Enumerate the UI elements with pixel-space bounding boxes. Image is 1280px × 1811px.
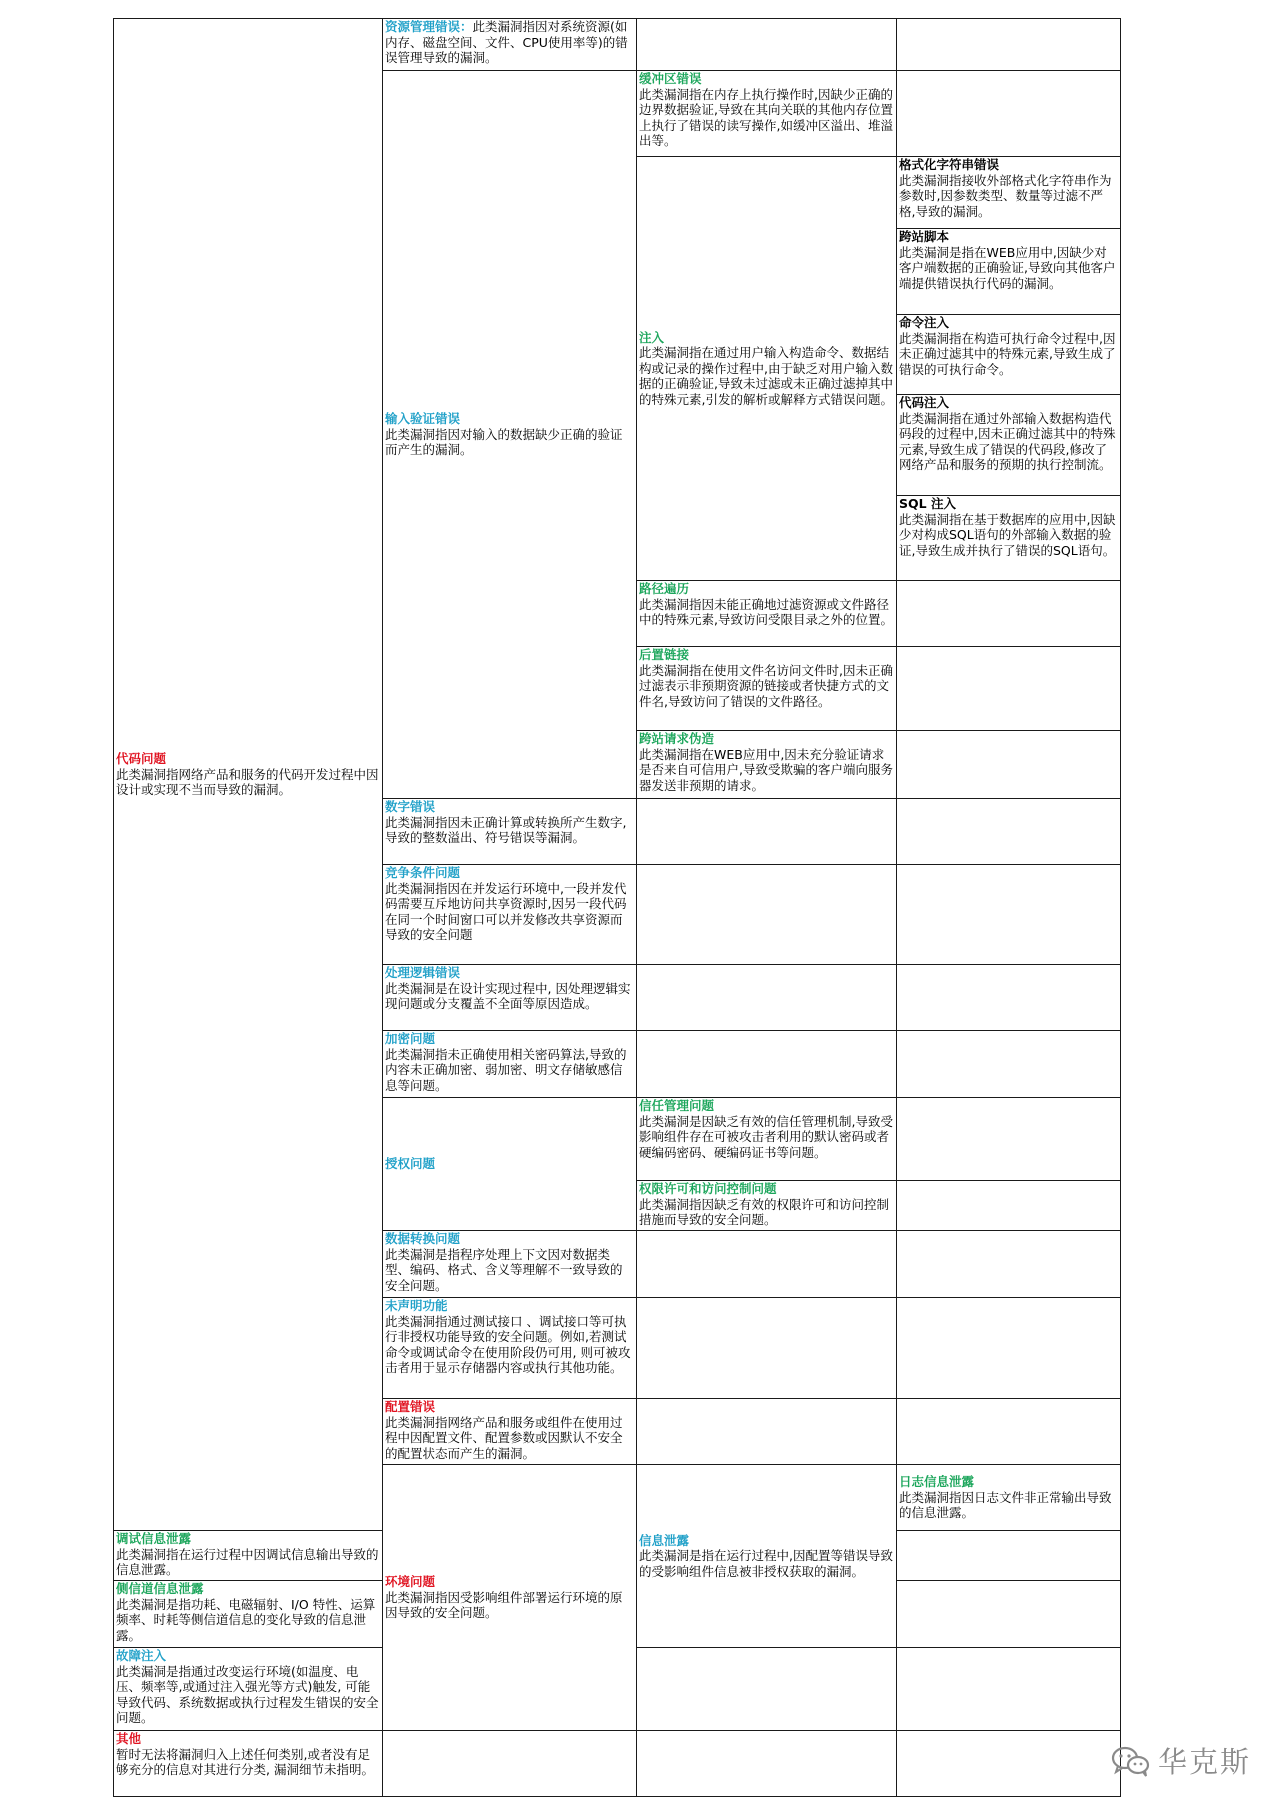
item-desc: 此类漏洞指因未能正确地过滤资源或文件路径中的特殊元素,导致访问受限目录之外的位置。 xyxy=(639,596,893,627)
empty-cell xyxy=(897,19,1121,71)
subcategory-title: 加密问题 xyxy=(385,1031,436,1046)
category-title: 配置错误 xyxy=(385,1399,436,1414)
item-csrf xyxy=(637,731,897,799)
subcategory-title: 信息泄露 xyxy=(639,1532,690,1548)
item-path-traversal xyxy=(637,581,897,647)
subcategory-info-leak xyxy=(637,1465,897,1648)
category-title: 环境问题 xyxy=(385,1574,436,1590)
empty-cell xyxy=(637,965,897,1031)
empty-cell xyxy=(637,1731,897,1797)
empty-cell xyxy=(897,799,1121,865)
category-desc: 此类漏洞指网络产品和服务的代码开发过程中因设计或实现不当而导致的漏洞。 xyxy=(116,766,379,798)
item-desc: 此类漏洞指在WEB应用中,因未充分验证请求是否来自可信用户,导致受欺骗的客户端向服务器发送非预期的请求。 xyxy=(639,746,893,793)
subcategory-desc: 此类漏洞指因对输入的数据缺少正确的验证而产生的漏洞。 xyxy=(385,426,623,458)
item-desc: 此类漏洞指在内存上执行操作时,因缺少正确的边界数据验证,导致在其向关联的其他内存位置上执行了错误的读写操作,如缓冲区溢出、堆溢出等。 xyxy=(639,86,893,148)
leaf-code-injection xyxy=(897,395,1121,496)
empty-cell xyxy=(897,647,1121,731)
item-title: 注入 xyxy=(639,329,665,345)
subcategory-title: 资源管理错误： xyxy=(385,19,473,34)
subcategory-data-conv xyxy=(383,1231,637,1298)
empty-cell xyxy=(637,19,897,71)
leaf-title: SQL 注入 xyxy=(899,496,956,511)
leaf-sql-injection xyxy=(897,496,1121,581)
leaf-format-string xyxy=(897,157,1121,229)
category-title: 其他 xyxy=(116,1731,142,1746)
subcategory-input-validation xyxy=(383,71,637,799)
subcategory-title: 授权问题 xyxy=(385,1156,436,1172)
subcategory-desc: 此类漏洞是指通过改变运行环境(如温度、电压、频率等,或通过注入强光等方式)触发, 可能导致代码、系统数据或执行过程发生错误的安全问题。 xyxy=(116,1663,379,1725)
item-desc: 此类漏洞指因缺乏有效的权限许可和访问控制措施而导致的安全问题。 xyxy=(639,1196,890,1227)
category-desc: 此类漏洞指因受影响组件部署运行环境的原因导致的安全问题。 xyxy=(385,1589,623,1621)
empty-cell xyxy=(897,1231,1121,1298)
category-config xyxy=(383,1399,637,1465)
subcategory-desc: 此类漏洞指因未正确计算或转换所产生数字,导致的整数溢出、符号错误等漏洞。 xyxy=(385,814,627,845)
empty-cell xyxy=(897,1298,1121,1399)
item-title: 信任管理问题 xyxy=(639,1098,715,1113)
category-title: 代码问题 xyxy=(116,751,167,767)
subcategory-resource-mgmt xyxy=(383,19,637,71)
item-desc: 此类漏洞是因缺乏有效的信任管理机制,导致受影响组件存在可被攻击者利用的默认密码或者硬编码密码、硬编码证书等问题。 xyxy=(639,1113,893,1160)
item-title: 路径遍历 xyxy=(639,581,690,596)
leaf-xss xyxy=(897,229,1121,315)
item-link-following xyxy=(637,647,897,731)
empty-cell xyxy=(637,1031,897,1098)
subcategory-title: 数字错误 xyxy=(385,799,436,814)
category-code-problem xyxy=(114,19,383,1531)
empty-cell xyxy=(897,965,1121,1031)
item-title: 后置链接 xyxy=(639,647,690,662)
empty-cell xyxy=(897,1181,1121,1231)
empty-cell xyxy=(637,865,897,965)
item-title: 调试信息泄露 xyxy=(116,1531,192,1546)
item-title: 日志信息泄露 xyxy=(899,1474,975,1490)
watermark-text: 华克斯 xyxy=(1158,1745,1252,1779)
empty-cell xyxy=(897,1648,1121,1731)
empty-cell xyxy=(897,731,1121,799)
subcategory-desc: 此类漏洞指未正确使用相关密码算法,导致的内容未正确加密、弱加密、明文存储敏感信息等问题。 xyxy=(385,1046,627,1093)
subcategory-undeclared xyxy=(383,1298,637,1399)
subcategory-title: 数据转换问题 xyxy=(385,1231,461,1246)
leaf-title: 跨站脚本 xyxy=(899,229,950,244)
item-title: 权限许可和访问控制问题 xyxy=(639,1181,777,1196)
empty-cell xyxy=(897,1031,1121,1098)
category-desc: 暂时无法将漏洞归入上述任何类别,或者没有足够充分的信息对其进行分类, 漏洞细节未指明。 xyxy=(116,1746,374,1777)
item-log-leak xyxy=(897,1465,1121,1531)
watermark xyxy=(1110,1740,1251,1781)
item-desc: 此类漏洞指在运行过程中因调试信息输出导致的信息泄露。 xyxy=(116,1546,379,1577)
empty-cell xyxy=(897,1399,1121,1465)
item-buffer-error xyxy=(637,71,897,157)
subcategory-authz xyxy=(383,1098,637,1231)
empty-cell xyxy=(897,71,1121,157)
item-desc: 此类漏洞指因日志文件非正常输出导致的信息泄露。 xyxy=(899,1489,1112,1521)
empty-cell xyxy=(637,799,897,865)
leaf-desc: 此类漏洞指接收外部格式化字符串作为参数时,因参数类型、数量等过滤不严格,导致的漏洞。 xyxy=(899,172,1112,219)
subcategory-numeric xyxy=(383,799,637,865)
subcategory-desc: 此类漏洞是指程序处理上下文因对数据类型、编码、格式、含义等理解不一致导致的安全问题。 xyxy=(385,1246,623,1293)
item-desc: 此类漏洞指在使用文件名访问文件时,因未正确过滤表示非预期资源的链接或者快捷方式的文件名,导致访问了错误的文件路径。 xyxy=(639,662,893,709)
category-env xyxy=(383,1465,637,1731)
subcategory-title: 故障注入 xyxy=(116,1648,167,1663)
subcategory-logic xyxy=(383,965,637,1031)
empty-cell xyxy=(637,1231,897,1298)
empty-cell xyxy=(637,1648,897,1731)
empty-cell xyxy=(897,1731,1121,1797)
subcategory-desc: 此类漏洞是指在运行过程中,因配置等错误导致的受影响组件信息被非授权获取的漏洞。 xyxy=(639,1548,893,1579)
leaf-title: 格式化字符串错误 xyxy=(899,157,1000,172)
item-desc: 此类漏洞指在通过用户输入构造命令、数据结构或记录的操作过程中,由于缺乏对用户输入数据的正确验证,导致未过滤或未正确过滤掉其中的特殊元素,引发的解析或解释方式错误问题。 xyxy=(639,345,893,407)
subcategory-crypto xyxy=(383,1031,637,1098)
item-perm xyxy=(637,1181,897,1231)
item-debug-leak xyxy=(114,1531,383,1581)
item-desc: 此类漏洞是指功耗、电磁辐射、I/O 特性、运算频率、时耗等侧信道信息的变化导致的信息泄露。 xyxy=(116,1596,376,1643)
empty-cell xyxy=(897,865,1121,965)
subcategory-desc: 此类漏洞是在设计实现过程中, 因处理逻辑实现问题或分支覆盖不全面等原因造成。 xyxy=(385,980,631,1011)
leaf-desc: 此类漏洞指在基于数据库的应用中,因缺少对构成SQL语句的外部输入数据的验证,导致生成并执行了错误的SQL语句。 xyxy=(899,511,1116,558)
subcategory-title: 竞争条件问题 xyxy=(385,865,461,880)
leaf-title: 命令注入 xyxy=(899,315,950,330)
item-title: 缓冲区错误 xyxy=(639,71,702,86)
empty-cell xyxy=(897,1098,1121,1181)
empty-cell xyxy=(637,1298,897,1399)
leaf-desc: 此类漏洞指在构造可执行命令过程中,因未正确过滤其中的特殊元素,导致生成了错误的可执行命令。 xyxy=(899,330,1116,377)
vulnerability-classification-table xyxy=(113,18,1121,1797)
wechat-icon xyxy=(1110,1745,1152,1777)
subcategory-title: 处理逻辑错误 xyxy=(385,965,461,980)
empty-cell xyxy=(897,1581,1121,1648)
empty-cell xyxy=(637,1399,897,1465)
empty-cell xyxy=(383,1731,637,1797)
subcategory-desc: 此类漏洞指因对系统资源(如内存、磁盘空间、文件、CPU使用率等)的错误管理导致的漏洞。 xyxy=(385,19,628,65)
empty-cell xyxy=(897,581,1121,647)
empty-cell xyxy=(897,1531,1121,1581)
leaf-title: 代码注入 xyxy=(899,395,950,410)
item-injection xyxy=(637,157,897,581)
subcategory-fault-inject xyxy=(114,1648,383,1731)
item-side-channel xyxy=(114,1581,383,1648)
item-title: 侧信道信息泄露 xyxy=(116,1581,204,1596)
subcategory-desc: 此类漏洞指通过测试接口 、调试接口等可执行非授权功能导致的安全问题。例如,若测试命令或调试命令在使用阶段仍可用, 则可被攻击者用于显示存储器内容或执行其他功能。 xyxy=(385,1313,631,1375)
leaf-desc: 此类漏洞指在通过外部输入数据构造代码段的过程中,因未正确过滤其中的特殊元素,导致生成了错误的代码段,修改了网络产品和服务的预期的执行控制流。 xyxy=(899,410,1116,472)
subcategory-title: 输入验证错误 xyxy=(385,411,461,427)
item-trust-mgmt xyxy=(637,1098,897,1181)
subcategory-race xyxy=(383,865,637,965)
leaf-cmd-injection xyxy=(897,315,1121,395)
category-other xyxy=(114,1731,383,1797)
category-desc: 此类漏洞指网络产品和服务或组件在使用过程中因配置文件、配置参数或因默认不安全的配置状态而产生的漏洞。 xyxy=(385,1414,623,1461)
leaf-desc: 此类漏洞是指在WEB应用中,因缺少对客户端数据的正确验证,导致向其他客户端提供错误执行代码的漏洞。 xyxy=(899,244,1116,291)
item-title: 跨站请求伪造 xyxy=(639,731,715,746)
subcategory-title: 未声明功能 xyxy=(385,1298,448,1313)
subcategory-desc: 此类漏洞指因在并发运行环境中,一段并发代码需要互斥地访问共享资源时,因另一段代码在同一个时间窗口可以并发修改共享资源而导致的安全问题 xyxy=(385,880,627,942)
